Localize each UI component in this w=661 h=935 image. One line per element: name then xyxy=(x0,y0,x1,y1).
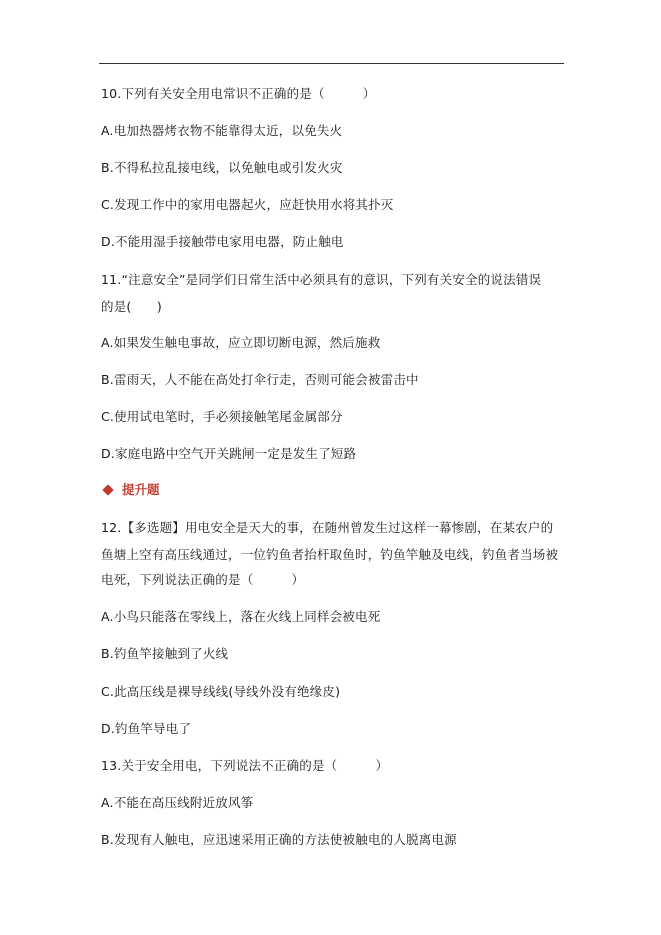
q12-option-b: B.钓鱼竿接触到了火线 xyxy=(101,646,229,661)
section-heading xyxy=(101,482,160,498)
q12-stem-line2: 鱼塘上空有高压线通过，一位钓鱼者抬杆取鱼时，钓鱼竿触及电线，钓鱼者当场被 xyxy=(101,547,559,562)
q12-option-a: A.小鸟只能落在零线上，落在火线上同样会被电死 xyxy=(101,609,381,624)
q13-option-a: A.不能在高压线附近放风筝 xyxy=(101,795,254,810)
q11-option-b: B.雷雨天，人不能在高处打伞行走，否则可能会被雷击中 xyxy=(101,372,419,387)
q13-stem: 13.关于安全用电，下列说法不正确的是（ ） xyxy=(101,758,389,773)
q11-option-a: A.如果发生触电事故，应立即切断电源，然后施救 xyxy=(101,335,381,350)
q12-option-c: C.此高压线是裸导线线(导线外没有绝缘皮) xyxy=(101,684,341,699)
q10-option-c: C.发现工作中的家用电器起火，应赶快用水将其扑灭 xyxy=(101,197,394,212)
q12-stem-line3: 电死，下列说法正确的是（ ） xyxy=(101,572,305,587)
diamond-bullet-icon xyxy=(102,484,113,495)
header-rule xyxy=(99,63,564,64)
q12-stem-line1: 12.【多选题】用电安全是天大的事，在随州曾发生过这样一幕惨剧，在某农户的 xyxy=(101,520,554,535)
q11-option-d: D.家庭电路中空气开关跳闸一定是发生了短路 xyxy=(101,446,357,461)
section-title: 提升题 xyxy=(122,482,160,497)
q10-option-a: A.电加热器烤衣物不能靠得太近，以免失火 xyxy=(101,123,343,138)
q11-stem-line1: 11.“注意安全”是同学们日常生活中必须具有的意识，下列有关安全的说法错误 xyxy=(101,272,542,287)
q13-option-b: B.发现有人触电，应迅速采用正确的方法使被触电的人脱离电源 xyxy=(101,832,457,847)
q10-option-d: D.不能用湿手接触带电家用电器，防止触电 xyxy=(101,234,344,249)
q12-option-d: D.钓鱼竿导电了 xyxy=(101,721,192,736)
q11-option-c: C.使用试电笔时，手必须接触笔尾金属部分 xyxy=(101,409,343,424)
q10-stem: 10.下列有关安全用电常识不正确的是（ ） xyxy=(101,86,376,101)
q11-stem-line2: 的是( ) xyxy=(101,299,162,314)
q10-option-b: B.不得私拉乱接电线，以免触电或引发火灾 xyxy=(101,160,343,175)
